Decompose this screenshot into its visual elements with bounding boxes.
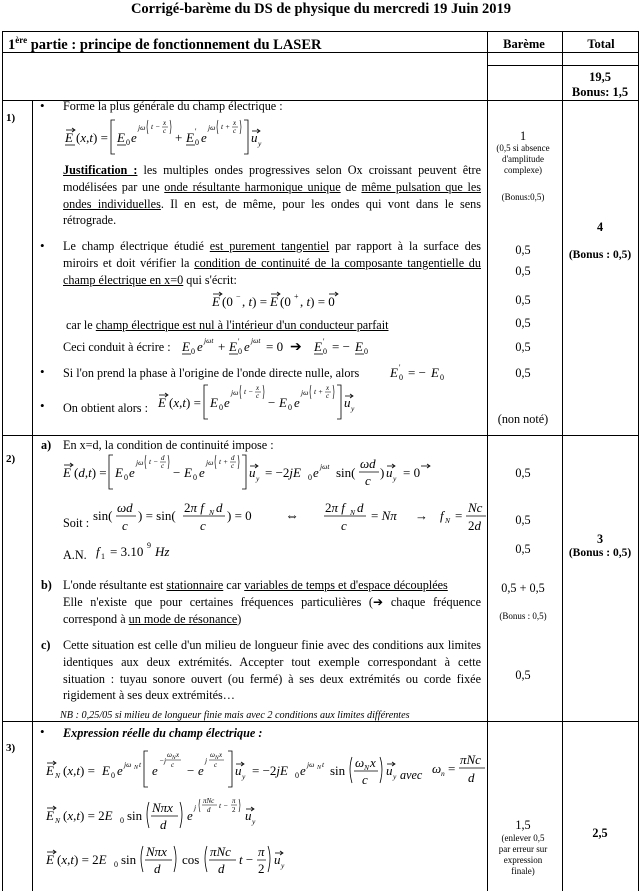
tangential-condition-text: Le champ électrique étudié est purement tangentiel par rapport à la surface des miroirs et doit vérifier la condition de continuité de la composante tangentielle du champ électrique en x=0 qui s'écrit: [63, 239, 481, 287]
svg-text:E: E [46, 852, 54, 867]
section-total: 3 [596, 532, 604, 546]
svg-text:0: 0 [288, 403, 292, 412]
svg-text:, t) =: , t) = [242, 294, 268, 309]
svg-text:y: y [393, 474, 397, 483]
svg-text:0: 0 [126, 138, 130, 147]
svg-text:(x,t) =: (x,t) = [169, 395, 201, 410]
svg-text:c: c [256, 392, 260, 400]
svg-text:y: y [242, 772, 246, 781]
svg-text:x: x [370, 755, 376, 770]
svg-text:9: 9 [147, 541, 151, 550]
equation-general-field [65, 117, 305, 157]
svg-text:e: e [152, 763, 158, 778]
equation-omega-n [432, 751, 492, 791]
svg-text:e: e [197, 339, 203, 354]
svg-text:e: e [224, 395, 230, 410]
svg-text:d: d [468, 770, 475, 785]
svg-text:u: u [249, 465, 256, 480]
svg-text:c: c [171, 761, 175, 769]
svg-text:t: t [322, 760, 325, 769]
svg-text:jωt: jωt [320, 462, 330, 471]
svg-text:u: u [235, 763, 242, 778]
equation-boundary-d [63, 452, 463, 494]
svg-text:) = sin(: ) = sin( [138, 508, 176, 523]
svg-text:) = 0: ) = 0 [227, 508, 252, 523]
svg-text:E: E [210, 395, 218, 410]
svg-text:=: = [448, 761, 456, 776]
svg-text:= 3.10: = 3.10 [110, 544, 144, 559]
svg-text:−: − [236, 292, 241, 301]
bullet: • [40, 364, 45, 379]
svg-text:πNc: πNc [203, 797, 215, 805]
svg-text:e: e [300, 763, 306, 778]
svg-text:jω: jω [138, 123, 146, 132]
svg-text:N: N [317, 765, 322, 771]
svg-text:(x,t) =: (x,t) = [76, 130, 108, 145]
svg-text:0: 0 [308, 473, 312, 482]
svg-text:2: 2 [258, 861, 265, 876]
svg-text:c: c [341, 518, 347, 533]
item-label-a: a) [41, 438, 52, 452]
svg-text:c: c [362, 772, 368, 787]
svg-text:': ' [195, 127, 197, 136]
bareme-header: Barème [503, 37, 545, 51]
nb-note: NB : 0,25/05 si milieu de longueur finie mais avec 2 conditions aux limites différentes [60, 710, 410, 721]
svg-text:e: e [199, 465, 205, 480]
svg-text:Nπx: Nπx [146, 844, 167, 859]
svg-text:0: 0 [193, 473, 197, 482]
item-label-c: c) [41, 638, 51, 652]
svg-text:ωd: ωd [360, 456, 376, 471]
svg-text:e: e [131, 130, 137, 145]
svg-text:t −: t − [239, 852, 254, 867]
svg-text:E: E [46, 763, 54, 778]
svg-text:0: 0 [295, 771, 299, 780]
svg-text:(0: (0 [222, 294, 233, 309]
section-bonus: (Bonus : 0,5) [568, 249, 632, 261]
mark: 0,5 [515, 366, 531, 380]
an-label: A.N. [63, 548, 87, 562]
svg-text:c: c [214, 761, 218, 769]
svg-text:E: E [65, 130, 73, 145]
page-title: Corrigé-barème du DS de physique du mercredi 19 Juin 2019 [130, 1, 512, 17]
svg-text:(0: (0 [280, 294, 291, 309]
svg-text:➔: ➔ [290, 340, 302, 355]
svg-text:y: y [281, 861, 285, 870]
mark: 0,5 [515, 668, 531, 682]
svg-text:c: c [326, 392, 330, 400]
equation-amplitude-relation [182, 334, 382, 358]
svg-text:t +: t + [221, 122, 231, 131]
svg-text:= Nπ: = Nπ [371, 508, 397, 523]
svg-text:x: x [326, 384, 330, 392]
svg-text:y: y [252, 817, 256, 826]
svg-text:E: E [355, 339, 363, 354]
svg-text:jωt: jωt [204, 336, 214, 345]
svg-text:πNc: πNc [460, 752, 481, 767]
part-title: 1ère partie : principe de fonctionnement du LASER [8, 35, 322, 53]
svg-text:c: c [163, 127, 167, 135]
equation-resonance-frequency [93, 500, 483, 540]
svg-text:u: u [386, 763, 393, 778]
svg-text:e: e [198, 763, 204, 778]
svg-text:': ' [399, 363, 401, 372]
svg-text:2: 2 [232, 806, 236, 814]
svg-text:N: N [209, 508, 215, 517]
mark-not-graded: (non noté) [497, 412, 549, 426]
svg-text:t: t [139, 760, 142, 769]
svg-text:0: 0 [323, 347, 327, 356]
svg-text:t −: t − [244, 387, 254, 396]
equation-numerical [96, 540, 206, 562]
svg-text:jω: jω [124, 760, 132, 769]
mark: 0,5 [515, 466, 531, 480]
svg-text:πNc: πNc [210, 844, 231, 859]
section-number-3: 3) [6, 742, 16, 754]
mark: 1 [519, 129, 527, 143]
svg-text:): ) [380, 465, 385, 480]
svg-text:e: e [294, 395, 300, 410]
svg-text:jωt: jωt [251, 336, 261, 345]
svg-text:jω: jω [231, 388, 239, 397]
section-number-1: 1) [6, 112, 16, 124]
svg-text:d: d [154, 861, 161, 876]
svg-text:E: E [229, 339, 237, 354]
result-text: On obtient alors : [63, 401, 148, 415]
svg-text:0: 0 [364, 347, 368, 356]
total-header: Total [587, 37, 615, 51]
svg-text:−: − [187, 763, 195, 778]
svg-text:t −: t − [219, 801, 229, 810]
mark: 0,5 [515, 340, 531, 354]
svg-text:Nc: Nc [468, 500, 483, 515]
svg-text:c: c [161, 462, 165, 470]
svg-text:0: 0 [399, 373, 403, 382]
svg-text:E: E [270, 294, 278, 309]
svg-text:y: y [351, 404, 355, 413]
svg-text:jω: jω [136, 458, 144, 467]
svg-text:1: 1 [101, 552, 105, 561]
svg-text:(x,t) = 2E: (x,t) = 2E [63, 808, 113, 823]
mark: 0,5 [515, 293, 531, 307]
svg-text:⇔: ⇔ [285, 509, 299, 524]
conduct-text: Ceci conduit à écrire : [63, 340, 171, 354]
svg-text:Nπx: Nπx [152, 800, 173, 815]
svg-text:t +: t + [219, 457, 229, 466]
item-a-text: En x=d, la condition de continuité impose : [63, 438, 274, 452]
svg-text:E: E [158, 395, 166, 410]
svg-text:= −2jE: = −2jE [252, 763, 288, 778]
mark-bonus: (Bonus : 0,5) [499, 611, 547, 621]
svg-text:t −: t − [151, 122, 161, 131]
svg-text:ω: ω [432, 761, 442, 776]
svg-text:d: d [357, 500, 364, 515]
svg-text:= −: = − [332, 339, 350, 354]
svg-text:E: E [431, 365, 439, 380]
svg-text:c: c [365, 473, 371, 488]
svg-text:N: N [215, 755, 219, 761]
svg-text:0: 0 [120, 816, 124, 825]
justification-text: Justification : les multiples ondes progressives selon Ox croissant peuvent être modélisées par une onde résultante harmonique unique de même pulsation que les ondes individuelles. Il en est, de même, pour les ondes qui vont dans le sens rétrograde. [63, 163, 481, 228]
svg-text:d: d [161, 454, 165, 462]
svg-text:N: N [55, 816, 61, 825]
svg-text:+: + [175, 130, 183, 145]
soit-label: Soit : [63, 516, 90, 530]
section3-title: Expression réelle du champ électrique : [63, 726, 263, 740]
svg-text:d: d [207, 806, 211, 814]
svg-text:ωd: ωd [117, 500, 133, 515]
mark: 1,5 [515, 818, 531, 832]
svg-text:2π f: 2π f [184, 500, 204, 515]
mark-note: complexe) [504, 165, 542, 175]
bullet: • [40, 98, 45, 113]
svg-text:d: d [218, 861, 225, 876]
svg-text:sin(: sin( [93, 508, 113, 523]
section-number-2: 2) [6, 453, 16, 465]
svg-text:u: u [386, 465, 393, 480]
svg-text:= 0: = 0 [266, 339, 284, 354]
svg-text:0: 0 [238, 347, 242, 356]
svg-text:→: → [415, 508, 428, 523]
svg-text:N: N [350, 508, 356, 517]
svg-text:(x,t) = 2E: (x,t) = 2E [57, 852, 107, 867]
svg-text:t +: t + [314, 387, 324, 396]
svg-text:ω: ω [355, 755, 365, 770]
svg-text:2d: 2d [468, 518, 481, 533]
svg-text:Hz: Hz [155, 544, 170, 559]
svg-text:e: e [313, 465, 319, 480]
mark: 0,5 + 0,5 [501, 581, 545, 595]
bullet-text: Forme la plus générale du champ électrique : [63, 99, 283, 113]
mark-note: d'amplitude [501, 154, 545, 164]
svg-text:0: 0 [440, 373, 444, 382]
svg-text:sin: sin [121, 852, 137, 867]
total-value: 19,5 [589, 70, 611, 84]
svg-text:jω: jω [206, 458, 214, 467]
svg-text:E: E [63, 465, 71, 480]
svg-text:e: e [201, 130, 207, 145]
svg-text:0: 0 [114, 860, 118, 869]
svg-text:π: π [258, 844, 265, 859]
svg-text:E: E [117, 130, 125, 145]
svg-text:x: x [233, 119, 237, 127]
svg-text:e: e [117, 763, 123, 778]
mark: 0,5 [515, 316, 531, 330]
svg-text:ω: ω [167, 751, 172, 759]
svg-text:sin: sin [127, 808, 143, 823]
svg-text:+: + [218, 339, 226, 354]
svg-text:−: − [268, 395, 276, 410]
svg-text:d: d [160, 817, 167, 832]
svg-text:c: c [200, 518, 206, 533]
svg-text:f: f [440, 508, 444, 523]
svg-text:u: u [251, 130, 258, 145]
mark-note: (enlever 0,5 [501, 833, 545, 843]
svg-text:u: u [344, 395, 351, 410]
svg-text:y: y [393, 772, 397, 781]
equation-result-field [158, 382, 358, 422]
svg-text:': ' [238, 337, 240, 346]
svg-text:0: 0 [111, 771, 115, 780]
mark-note: par erreur sur [498, 844, 548, 854]
svg-text:E: E [279, 395, 287, 410]
svg-text:N: N [364, 763, 370, 772]
svg-text:, t) = 0: , t) = 0 [300, 294, 335, 309]
conductor-text: car le champ électrique est nul à l'intérieur d'un conducteur parfait [66, 318, 389, 332]
svg-text:e: e [129, 465, 135, 480]
svg-text:': ' [323, 337, 325, 346]
svg-text:0: 0 [124, 473, 128, 482]
bullet: • [40, 238, 45, 253]
bullet: • [40, 398, 45, 413]
mark-note: finale) [511, 866, 535, 876]
svg-text:cos: cos [182, 852, 200, 867]
svg-text:(x,t) =: (x,t) = [63, 763, 95, 778]
section-total: 2,5 [592, 826, 608, 840]
svg-text:0: 0 [195, 138, 199, 147]
svg-text:u: u [245, 808, 252, 823]
svg-text:−: − [173, 465, 181, 480]
item-label-b: b) [41, 578, 52, 592]
phase-text: Si l'on prend la phase à l'origine de l'onde directe nulle, alors [63, 366, 360, 380]
svg-text:N: N [55, 771, 61, 780]
svg-text:N: N [134, 765, 139, 771]
svg-text:E: E [102, 763, 110, 778]
item-b-text: L'onde résultante est stationnaire car variables de temps et d'espace découplées Elle n'existe que pour certaines fréquences particulières (➔ chaque fréquence correspond à un mode de résonance) [63, 578, 481, 626]
mark: 0,5 [515, 542, 531, 556]
mark: 0,5 [515, 264, 531, 278]
svg-text:x: x [163, 119, 167, 127]
svg-text:0: 0 [219, 403, 223, 412]
mark-note: (0,5 si absence [496, 143, 550, 153]
svg-text:x: x [176, 751, 180, 759]
item-c-text: Cette situation est celle d'un milieu de longueur finie avec des conditions aux limites identiques aux deux extrémités. Accepter tout exemple correspondant à cette situation : tuyau sonore ouvert (ou fermé) à ses deux extrémités ou corde fixée rigidement à ses deux extrémités… [63, 638, 481, 703]
mark: 0,5 [515, 243, 531, 257]
svg-text:(d,t) =: (d,t) = [74, 465, 107, 480]
svg-text:jω: jω [307, 760, 315, 769]
svg-text:E: E [186, 130, 194, 145]
svg-text:+: + [294, 292, 299, 301]
svg-text:n: n [441, 769, 445, 778]
mark-bonus: (Bonus:0,5) [501, 192, 545, 202]
mark-note: expression [503, 855, 543, 865]
svg-text:E: E [314, 339, 322, 354]
svg-text:c: c [233, 127, 237, 135]
equation-continuity [212, 290, 342, 312]
svg-text:E: E [115, 465, 123, 480]
svg-text:j: j [194, 803, 197, 812]
svg-text:E: E [212, 294, 220, 309]
svg-text:d: d [231, 454, 235, 462]
svg-text:E: E [182, 339, 190, 354]
svg-text:c: c [231, 462, 235, 470]
svg-text:E: E [46, 808, 54, 823]
svg-text:f: f [96, 544, 100, 559]
svg-text:jω: jω [301, 388, 309, 397]
svg-text:t −: t − [149, 457, 159, 466]
total-bonus: Bonus: 1,5 [571, 85, 629, 99]
svg-text:d: d [216, 500, 223, 515]
svg-text:E: E [390, 365, 398, 380]
svg-text:c: c [122, 518, 128, 533]
svg-text:sin(: sin( [336, 465, 356, 480]
bullet: • [40, 724, 45, 739]
svg-text:= −2jE: = −2jE [265, 465, 301, 480]
svg-text:u: u [274, 852, 281, 867]
svg-text:x: x [219, 751, 223, 759]
svg-text:π: π [232, 797, 236, 805]
equation-real-amplitude [390, 360, 460, 384]
svg-text:= −: = − [408, 365, 426, 380]
equation-real-field [46, 838, 296, 884]
section-total: 4 [596, 220, 604, 234]
svg-text:e: e [244, 339, 250, 354]
svg-text:N: N [172, 755, 176, 761]
equation-mode-field-2 [46, 794, 276, 836]
svg-text:=: = [455, 508, 463, 523]
svg-text:sin: sin [330, 763, 346, 778]
svg-text:0: 0 [191, 347, 195, 356]
svg-text:2π f: 2π f [325, 500, 345, 515]
svg-text:E: E [184, 465, 192, 480]
svg-text:ω: ω [210, 751, 215, 759]
svg-text:jω: jω [208, 123, 216, 132]
svg-text:−j: −j [159, 756, 167, 765]
svg-text:e: e [187, 808, 193, 823]
svg-text:y: y [256, 474, 260, 483]
avec-label: avec [400, 768, 423, 782]
svg-text:N: N [445, 516, 451, 525]
section-bonus: (Bonus : 0,5) [568, 547, 632, 559]
svg-text:j: j [205, 756, 208, 765]
svg-text:y: y [258, 139, 262, 148]
mark: 0,5 [515, 513, 531, 527]
svg-text:x: x [256, 384, 260, 392]
svg-text:= 0: = 0 [403, 465, 421, 480]
